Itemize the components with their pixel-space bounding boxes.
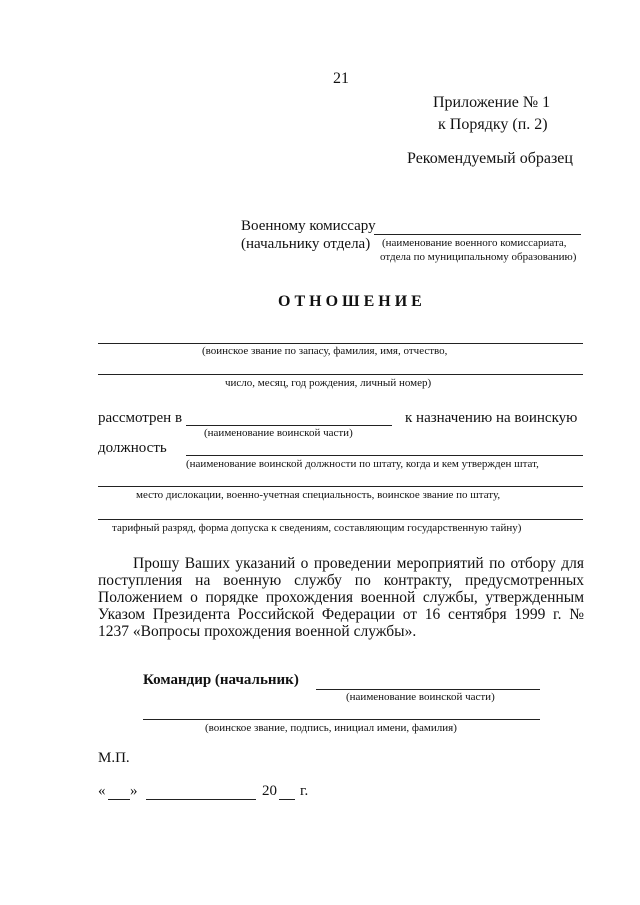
fill-line-rank bbox=[98, 343, 583, 344]
document-title: ОТНОШЕНИЕ bbox=[278, 293, 426, 310]
position-label: должность bbox=[98, 440, 167, 456]
commander-label: Командир (начальник) bbox=[143, 672, 299, 688]
date-month-blank bbox=[146, 799, 256, 800]
stamp-place-label: М.П. bbox=[98, 750, 130, 766]
addressee-fill-line bbox=[374, 234, 581, 235]
fill-line-signature bbox=[143, 719, 540, 720]
fill-line-unit bbox=[186, 425, 392, 426]
page-number: 21 bbox=[333, 70, 349, 87]
fill-line-position bbox=[186, 455, 583, 456]
caption-municipal: отдела по муниципальному образованию) bbox=[380, 251, 577, 263]
caption-location: место дислокации, военно-учетная специальность, воинское звание по штату, bbox=[136, 489, 501, 501]
fill-line-tariff bbox=[98, 519, 583, 520]
date-close-quote: » bbox=[130, 783, 138, 799]
request-paragraph: Прошу Ваших указаний о проведении мероприятий по отбору для поступления на военную службу по контракту, предусмотренных Положением о порядке прохождения военной службы, утвержденным Указом Президента Российской Федерации от 16 сентября 1999 г. № 1237 «Вопросы прохождения военной службы». bbox=[98, 555, 584, 640]
caption-unit: (наименование воинской части) bbox=[204, 427, 353, 439]
fill-line-commander-unit bbox=[316, 689, 540, 690]
date-year-prefix: 20 bbox=[262, 783, 277, 799]
date-year-suffix: г. bbox=[300, 783, 309, 799]
caption-commissariat: (наименование военного комиссариата, bbox=[382, 237, 567, 249]
sample-label: Рекомендуемый образец bbox=[407, 150, 573, 167]
caption-signature: (воинское звание, подпись, инициал имени, фамилия) bbox=[205, 722, 457, 734]
caption-tariff: тарифный разряд, форма допуска к сведениям, составляющим государственную тайну) bbox=[112, 522, 522, 534]
date-open-quote: « bbox=[98, 783, 106, 799]
caption-birth: число, месяц, год рождения, личный номер) bbox=[225, 377, 432, 389]
fill-line-location bbox=[98, 486, 583, 487]
considered-in-label: рассмотрен в bbox=[98, 410, 183, 426]
fill-line-birth bbox=[98, 374, 583, 375]
caption-commander-unit: (наименование воинской части) bbox=[346, 691, 495, 703]
addressee-line1: Военному комиссару bbox=[241, 218, 376, 234]
addressee-line2: (начальнику отдела) bbox=[241, 236, 371, 252]
caption-position: (наименование воинской должности по штату, когда и кем утвержден штат, bbox=[186, 458, 539, 470]
appendix-subtitle: к Порядку (п. 2) bbox=[438, 116, 548, 133]
appendix-title: Приложение № 1 bbox=[433, 94, 551, 111]
date-day-blank bbox=[108, 799, 130, 800]
caption-rank-name: (воинское звание по запасу, фамилия, имя, отчество, bbox=[202, 345, 448, 357]
to-position-label: к назначению на воинскую bbox=[405, 410, 578, 426]
date-year-blank bbox=[279, 799, 295, 800]
